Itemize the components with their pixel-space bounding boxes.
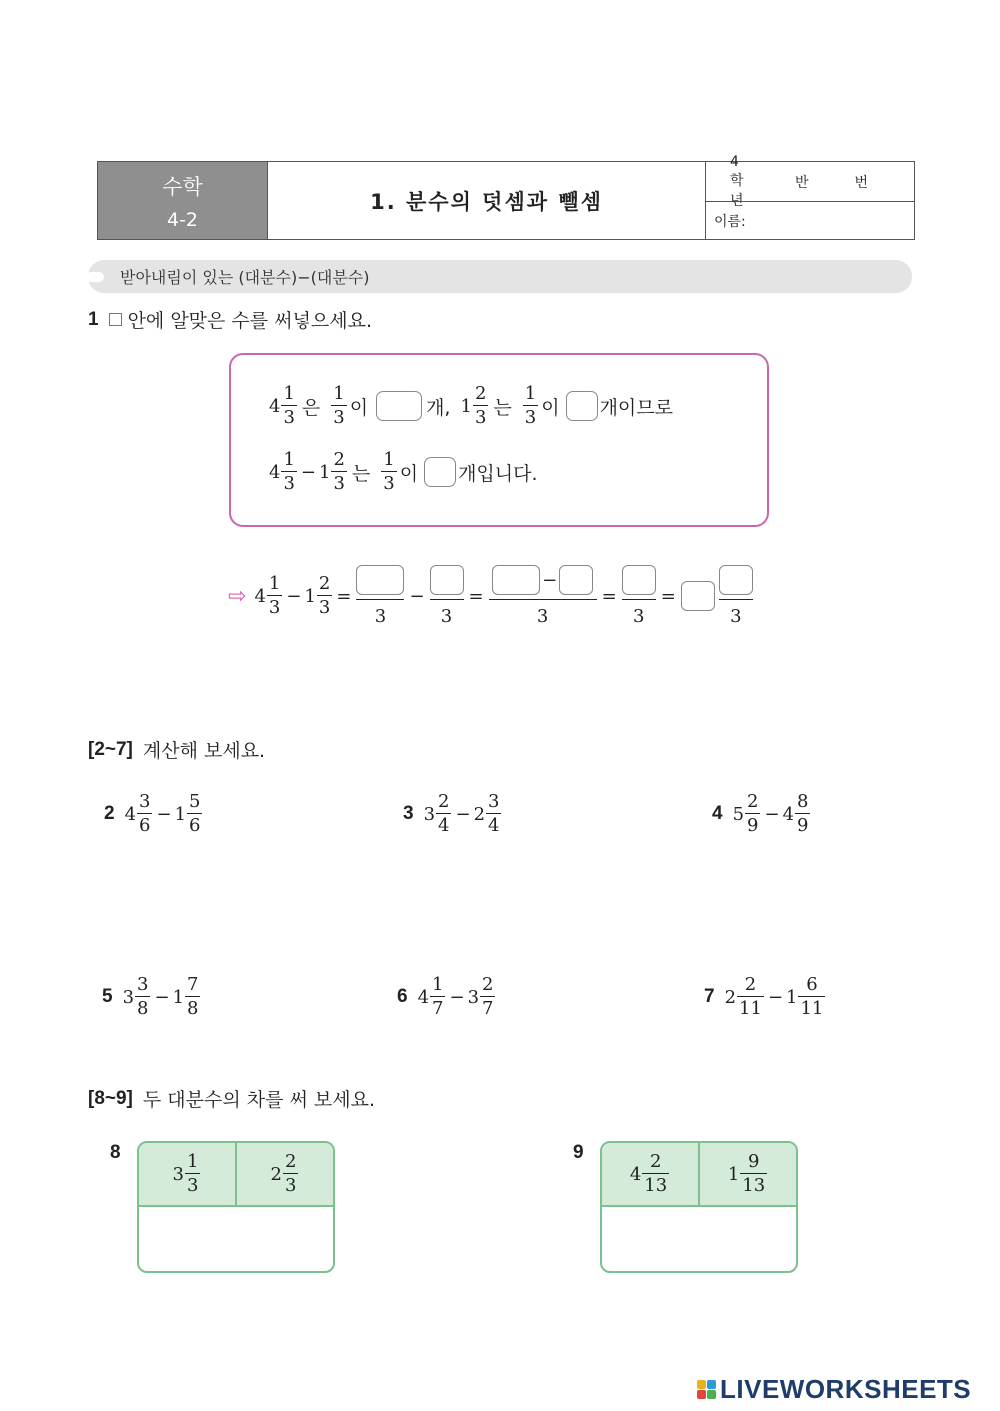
problem-8-table [137, 1141, 335, 1273]
problem-6: 6 4 $\frac{1}{7}$ − 3 $\frac{2}{7}$ [397, 974, 494, 1019]
mixed-fraction: 1 $\frac{2}{3}$ [460, 383, 487, 428]
square-box-icon [109, 313, 122, 326]
liveworksheets-logo [697, 1374, 971, 1405]
answer-box-2[interactable] [566, 391, 598, 421]
group-range: [2~7] [88, 738, 133, 760]
question-number: 1 [88, 308, 99, 330]
blank-fraction: 3 [622, 565, 656, 627]
calc-box-6[interactable] [681, 581, 715, 611]
group-instruction: 계산해 보세요. [142, 740, 266, 762]
section-title: 받아내림이 있는 (대분수)−(대분수) [120, 268, 370, 287]
answer-box-3[interactable] [424, 457, 456, 487]
worksheet-header [97, 153, 915, 240]
question-1-heading [88, 306, 372, 333]
answer-box-1[interactable] [376, 391, 422, 421]
calculation-line: ⇨ 4 $\frac{1}{3}$ − 1 $\frac{2}{3}$ = 3 − 3 = − 3 = 3 = 3 [228, 561, 755, 631]
question-instruction: 안에 알맞은 수를 써넣으세요. [127, 310, 372, 332]
problem-4: 4 5 $\frac{2}{9}$ − 4 $\frac{8}{9}$ [712, 791, 809, 836]
explanation-box [229, 353, 769, 527]
explanation-line-1: 4 $\frac{1}{3}$ 은 $\frac{1}{3}$ 이 개, 1 $\frac{2}{3}$ 는 $\frac{1}{3}$ 이 개이므로 [269, 383, 673, 428]
worksheet-title: 1. 분수의 덧셈과 뺄셈 [268, 162, 706, 239]
group-heading-8-9 [88, 1085, 375, 1112]
problem-9-number: 9 [573, 1142, 584, 1163]
logo-mark-icon [697, 1380, 716, 1399]
bullet-icon [86, 272, 104, 282]
calc-box-3[interactable] [492, 565, 540, 595]
unit-fraction: $\frac{1}{3}$ [524, 383, 537, 428]
grade-class-row [706, 153, 914, 209]
calc-box-5[interactable] [622, 565, 656, 595]
number-label: 번 [854, 174, 868, 191]
table-cell: 2 $\frac{2}{3}$ [235, 1143, 333, 1205]
subject-cell [98, 162, 268, 239]
subject-label: 수학 [162, 174, 203, 199]
answer-cell-9[interactable] [602, 1207, 796, 1271]
group-heading-2-7 [88, 736, 265, 763]
problem-7: 7 2 $\frac{2}{11}$ − 1 $\frac{6}{11}$ [704, 974, 824, 1019]
blank-fraction: 3 [430, 565, 464, 627]
problem-8-number: 8 [110, 1142, 121, 1163]
class-label: 반 [794, 174, 809, 191]
grade-unit-label: 4-2 [166, 208, 199, 231]
logo-text: LIVEWORKSHEETS [720, 1374, 972, 1404]
answer-cell-8[interactable] [139, 1207, 333, 1271]
blank-fraction: 3 [719, 565, 753, 627]
mixed-fraction: 4 $\frac{1}{3}$ [269, 383, 295, 428]
arrow-right-icon: ⇨ [228, 583, 247, 609]
group-instruction: 두 대분수의 차를 써 보세요. [142, 1089, 375, 1111]
problem-9-table [600, 1141, 798, 1273]
group-range: [8~9] [88, 1087, 133, 1109]
explanation-line-2: 4 $\frac{1}{3}$ − 1 $\frac{2}{3}$ 는 $\frac{1}{3}$ 이 개입니다. [269, 449, 538, 494]
name-row [706, 202, 914, 239]
blank-fraction: − 3 [489, 565, 597, 627]
blank-fraction: 3 [356, 565, 404, 627]
table-cell: 4 $\frac{2}{13}$ [629, 1151, 668, 1196]
section-title-bar [88, 260, 912, 293]
unit-fraction: $\frac{1}{3}$ [333, 383, 345, 428]
table-cell: 1 $\frac{9}{13}$ [698, 1143, 796, 1205]
calc-box-2[interactable] [430, 565, 464, 595]
problem-3: 3 3 $\frac{2}{4}$ − 2 $\frac{3}{4}$ [403, 791, 500, 836]
table-cell: 3 $\frac{1}{3}$ [172, 1151, 199, 1196]
problem-5: 5 3 $\frac{3}{8}$ − 1 $\frac{7}{8}$ [102, 974, 199, 1019]
calc-box-4[interactable] [559, 565, 593, 595]
calc-box-1[interactable] [356, 565, 404, 595]
calc-box-7[interactable] [719, 565, 753, 595]
grade-label: 4학년 [730, 153, 744, 209]
student-info [706, 153, 914, 239]
problem-2: 2 4 $\frac{3}{6}$ − 1 $\frac{5}{6}$ [104, 791, 201, 836]
name-label: 이름: [714, 213, 746, 230]
